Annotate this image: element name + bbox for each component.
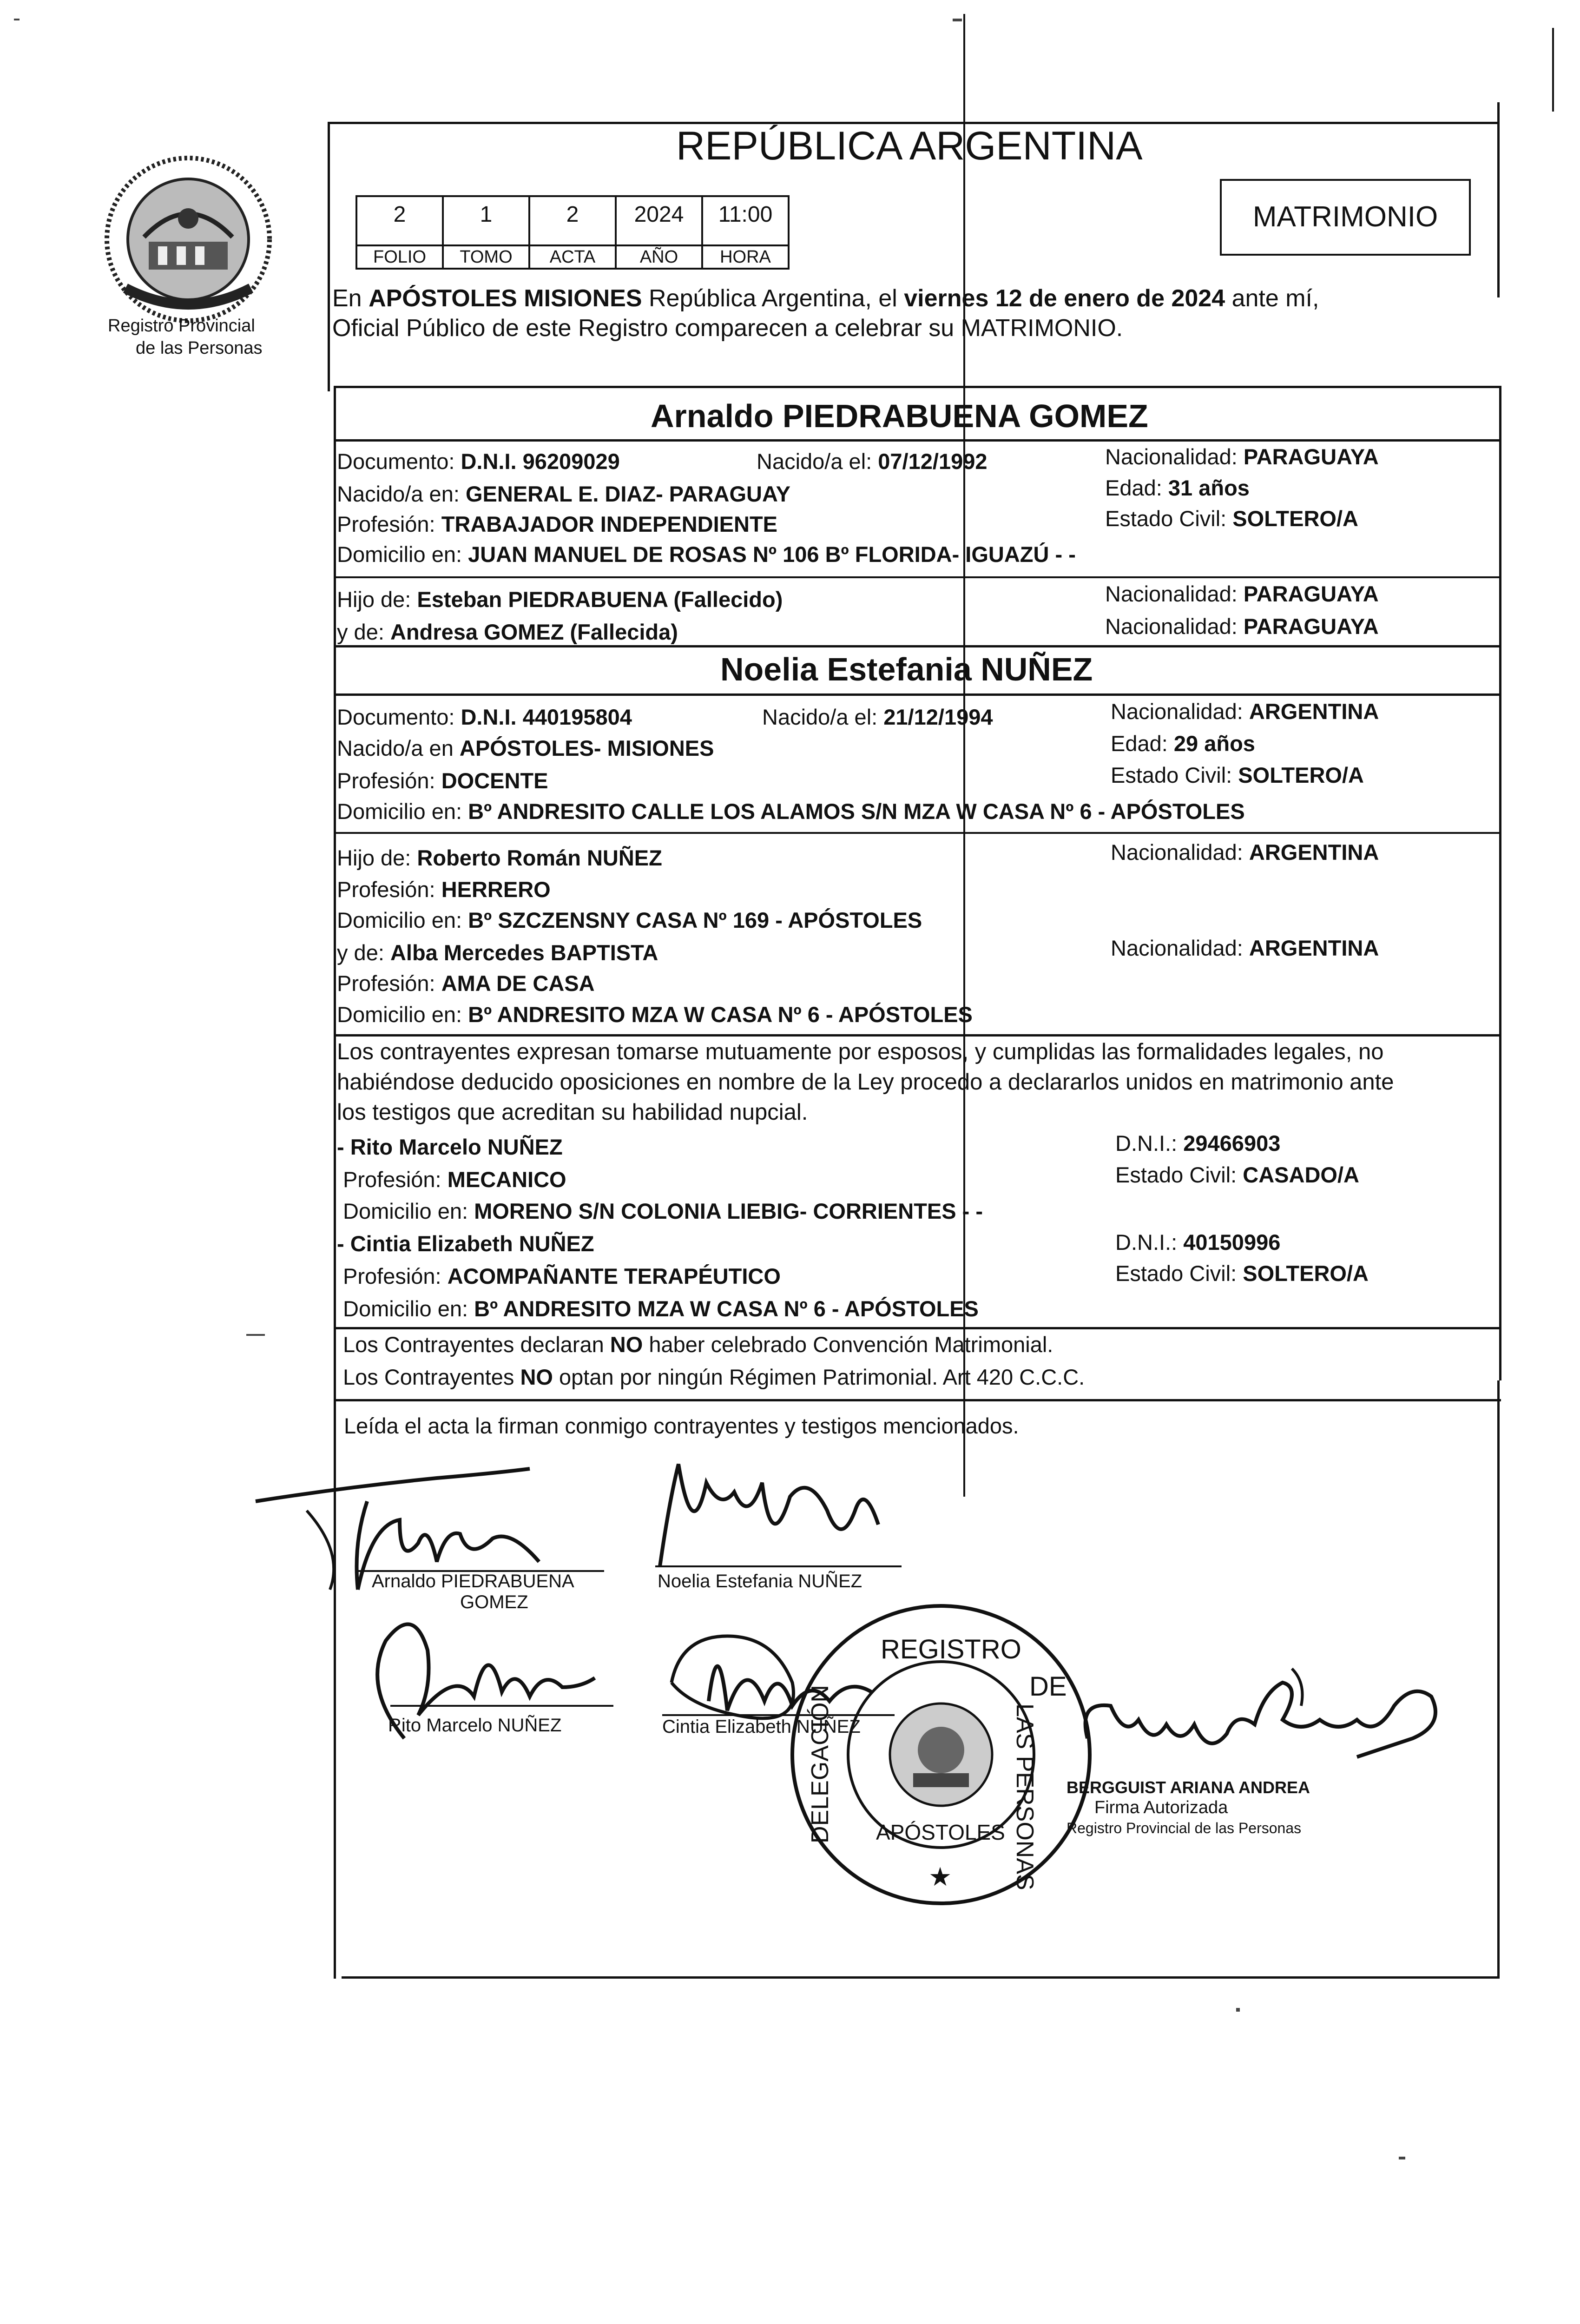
declaration-top	[334, 1034, 1501, 1037]
spouse1-mother: y de: Andresa GOMEZ (Fallecida)	[337, 620, 678, 644]
signature-witness2-label: Cintia Elizabeth NUÑEZ	[662, 1717, 861, 1737]
registry-logo	[98, 153, 279, 325]
spouse1-mother-nationality: Nacionalidad: PARAGUAYA	[1105, 614, 1379, 639]
signature-spouse2	[641, 1455, 920, 1576]
spouse2-header-top	[334, 645, 1501, 647]
anio-label: AÑO	[615, 244, 703, 270]
folio-value: 2	[356, 195, 444, 246]
declaration-line1: Los contrayentes expresan tomarse mutuamente por esposos, y cumplidas las formalidades legales, no	[337, 1039, 1384, 1064]
spouse2-born-on: Nacido/a el: 21/12/1994	[762, 705, 993, 729]
act-type-box: MATRIMONIO	[1220, 179, 1471, 256]
spouse2-address: Domicilio en: Bº ANDRESITO CALLE LOS ALAMOS S/N MZA W CASA Nº 6 - APÓSTOLES	[337, 799, 1245, 824]
stamp-star-icon: ★	[928, 1862, 952, 1891]
spouse2-born-in: Nacido/a en APÓSTOLES- MISIONES	[337, 736, 714, 760]
signature-witness1-label: Rito Marcelo NUÑEZ	[388, 1715, 562, 1736]
spouse1-father: Hijo de: Esteban PIEDRABUENA (Fallecido)	[337, 587, 783, 612]
spouse2-mother-nationality: Nacionalidad: ARGENTINA	[1111, 936, 1379, 960]
witness1-address: Domicilio en: MORENO S/N COLONIA LIEBIG- CORRIENTES - -	[343, 1199, 983, 1223]
witness1-profession: Profesión: MECANICO	[343, 1167, 566, 1192]
official-org: Registro Provincial de las Personas	[1066, 1820, 1302, 1836]
spouse2-name: Noelia Estefania NUÑEZ	[720, 651, 1093, 687]
spouse2-header-bottom	[334, 693, 1501, 696]
scan-artifact-vline	[963, 14, 965, 1497]
frame-bottom	[342, 1976, 1500, 1979]
signature-official	[1060, 1655, 1459, 1794]
frame-right-bottom	[1497, 1380, 1500, 1979]
witness2-address: Domicilio en: Bº ANDRESITO MZA W CASA Nº 6 - APÓSTOLES	[343, 1296, 979, 1321]
witness1-name: - Rito Marcelo NUÑEZ	[337, 1135, 563, 1159]
spouse2-nationality: Nacionalidad: ARGENTINA	[1111, 699, 1379, 724]
spouse1-profession: Profesión: TRABAJADOR INDEPENDIENTE	[337, 512, 778, 536]
spouse1-parents-divider	[334, 576, 1501, 578]
scan-noise	[246, 1334, 265, 1336]
spouse2-civil-status: Estado Civil: SOLTERO/A	[1111, 763, 1364, 787]
stamp-top-text: REGISTRO	[881, 1634, 1021, 1664]
frame-right-top	[1497, 102, 1500, 297]
hora-value: 11:00	[701, 195, 790, 246]
witness2-name: - Cintia Elizabeth NUÑEZ	[337, 1231, 594, 1256]
spouse1-address: Domicilio en: JUAN MANUEL DE ROSAS Nº 106 Bº FLORIDA- IGUAZÚ - -	[337, 542, 1076, 567]
scan-artifact-right	[1552, 28, 1554, 112]
spouse1-born-on: Nacido/a el: 07/12/1992	[757, 449, 988, 474]
anio-value: 2024	[615, 195, 703, 246]
spouse2-doc: Documento: D.N.I. 440195804	[337, 705, 632, 729]
signature-spouse1-label1: Arnaldo PIEDRABUENA	[372, 1571, 574, 1591]
signature-spouse2-label: Noelia Estefania NUÑEZ	[658, 1571, 862, 1591]
stamp-left-text: DELEGACIÓN	[807, 1685, 834, 1843]
spouse2-father: Hijo de: Roberto Román NUÑEZ	[337, 845, 662, 870]
spouse2-mother-profession: Profesión: AMA DE CASA	[337, 971, 595, 996]
frame-left-top	[328, 122, 330, 391]
declaration-line2: habiéndose deducido oposiciones en nombre de la Ley procedo a declararlos unidos en matrimonio ante	[337, 1070, 1394, 1095]
spouse1-name: Arnaldo PIEDRABUENA GOMEZ	[651, 398, 1148, 434]
witness2-civil-status: Estado Civil: SOLTERO/A	[1115, 1261, 1369, 1286]
spouse2-father-profession: Profesión: HERRERO	[337, 877, 551, 902]
spouse1-father-nationality: Nacionalidad: PARAGUAYA	[1105, 581, 1379, 606]
intro-line2: Oficial Público de este Registro comparecen a celebrar su MATRIMONIO.	[332, 315, 1123, 342]
spouse2-mother: y de: Alba Mercedes BAPTISTA	[337, 940, 658, 965]
convention-top	[334, 1327, 1501, 1329]
frame-right-main	[1499, 386, 1501, 1380]
scan-noise	[1399, 2157, 1405, 2159]
spouse2-parents-divider	[334, 832, 1501, 834]
stamp-right-top-text: DE	[1029, 1671, 1067, 1702]
delegation-stamp	[788, 1601, 1094, 1908]
witness1-civil-status: Estado Civil: CASADO/A	[1115, 1162, 1359, 1187]
folio-label: FOLIO	[356, 244, 444, 270]
signature-spouse1-label2: GOMEZ	[460, 1592, 528, 1612]
witness2-profession: Profesión: ACOMPAÑANTE TERAPÉUTICO	[343, 1264, 781, 1288]
stamp-bottom-text: APÓSTOLES	[876, 1820, 1005, 1844]
spouse2-father-nationality: Nacionalidad: ARGENTINA	[1111, 840, 1379, 865]
spouse1-born-in: Nacido/a en: GENERAL E. DIAZ- PARAGUAY	[337, 482, 790, 506]
stamp-right-bottom-text: LAS PERSONAS	[1011, 1703, 1038, 1890]
witness1-dni: D.N.I.: 29466903	[1115, 1131, 1281, 1155]
country-title: REPÚBLICA ARGENTINA	[676, 124, 1143, 168]
official-title: Firma Autorizada	[1094, 1798, 1228, 1817]
spouse1-header-top	[334, 386, 1501, 388]
official-name: BERGGUIST ARIANA ANDREA	[1066, 1778, 1310, 1797]
convention-line1: Los Contrayentes declaran NO haber celebrado Convención Matrimonial.	[343, 1332, 1053, 1357]
scan-noise	[14, 19, 20, 20]
hora-label: HORA	[701, 244, 790, 270]
closing-text: Leída el acta la firman conmigo contrayentes y testigos mencionados.	[344, 1413, 1019, 1438]
scan-noise	[1236, 2008, 1240, 2012]
declaration-line3: los testigos que acreditan su habilidad nupcial.	[337, 1100, 808, 1125]
spouse1-nationality: Nacionalidad: PARAGUAYA	[1105, 444, 1379, 469]
registry-label-line2: de las Personas	[136, 338, 263, 358]
spouse1-header-bottom	[334, 439, 1501, 442]
spouse1-doc: Documento: D.N.I. 96209029	[337, 449, 620, 474]
intro-line1: En APÓSTOLES MISIONES República Argentina, el viernes 12 de enero de 2024 ante mí,	[332, 285, 1319, 312]
scan-noise	[953, 19, 962, 21]
spouse2-profession: Profesión: DOCENTE	[337, 768, 548, 793]
registry-label-line1: Registro Provincial	[108, 316, 255, 336]
spouse2-father-address: Domicilio en: Bº SZCZENSNY CASA Nº 169 - APÓSTOLES	[337, 908, 922, 932]
spouse1-civil-status: Estado Civil: SOLTERO/A	[1105, 506, 1358, 531]
tomo-label: TOMO	[442, 244, 530, 270]
tomo-value: 1	[442, 195, 530, 246]
acta-label: ACTA	[528, 244, 617, 270]
spouse2-mother-address: Domicilio en: Bº ANDRESITO MZA W CASA Nº 6 - APÓSTOLES	[337, 1002, 973, 1027]
spouse2-age: Edad: 29 años	[1111, 731, 1255, 756]
convention-bottom	[334, 1399, 1501, 1401]
witness2-dni: D.N.I.: 40150996	[1115, 1230, 1281, 1254]
convention-line2: Los Contrayentes NO optan por ningún Régimen Patrimonial. Art 420 C.C.C.	[343, 1365, 1085, 1389]
acta-value: 2	[528, 195, 617, 246]
spouse1-age: Edad: 31 años	[1105, 475, 1250, 500]
province-seal-icon	[98, 153, 279, 325]
